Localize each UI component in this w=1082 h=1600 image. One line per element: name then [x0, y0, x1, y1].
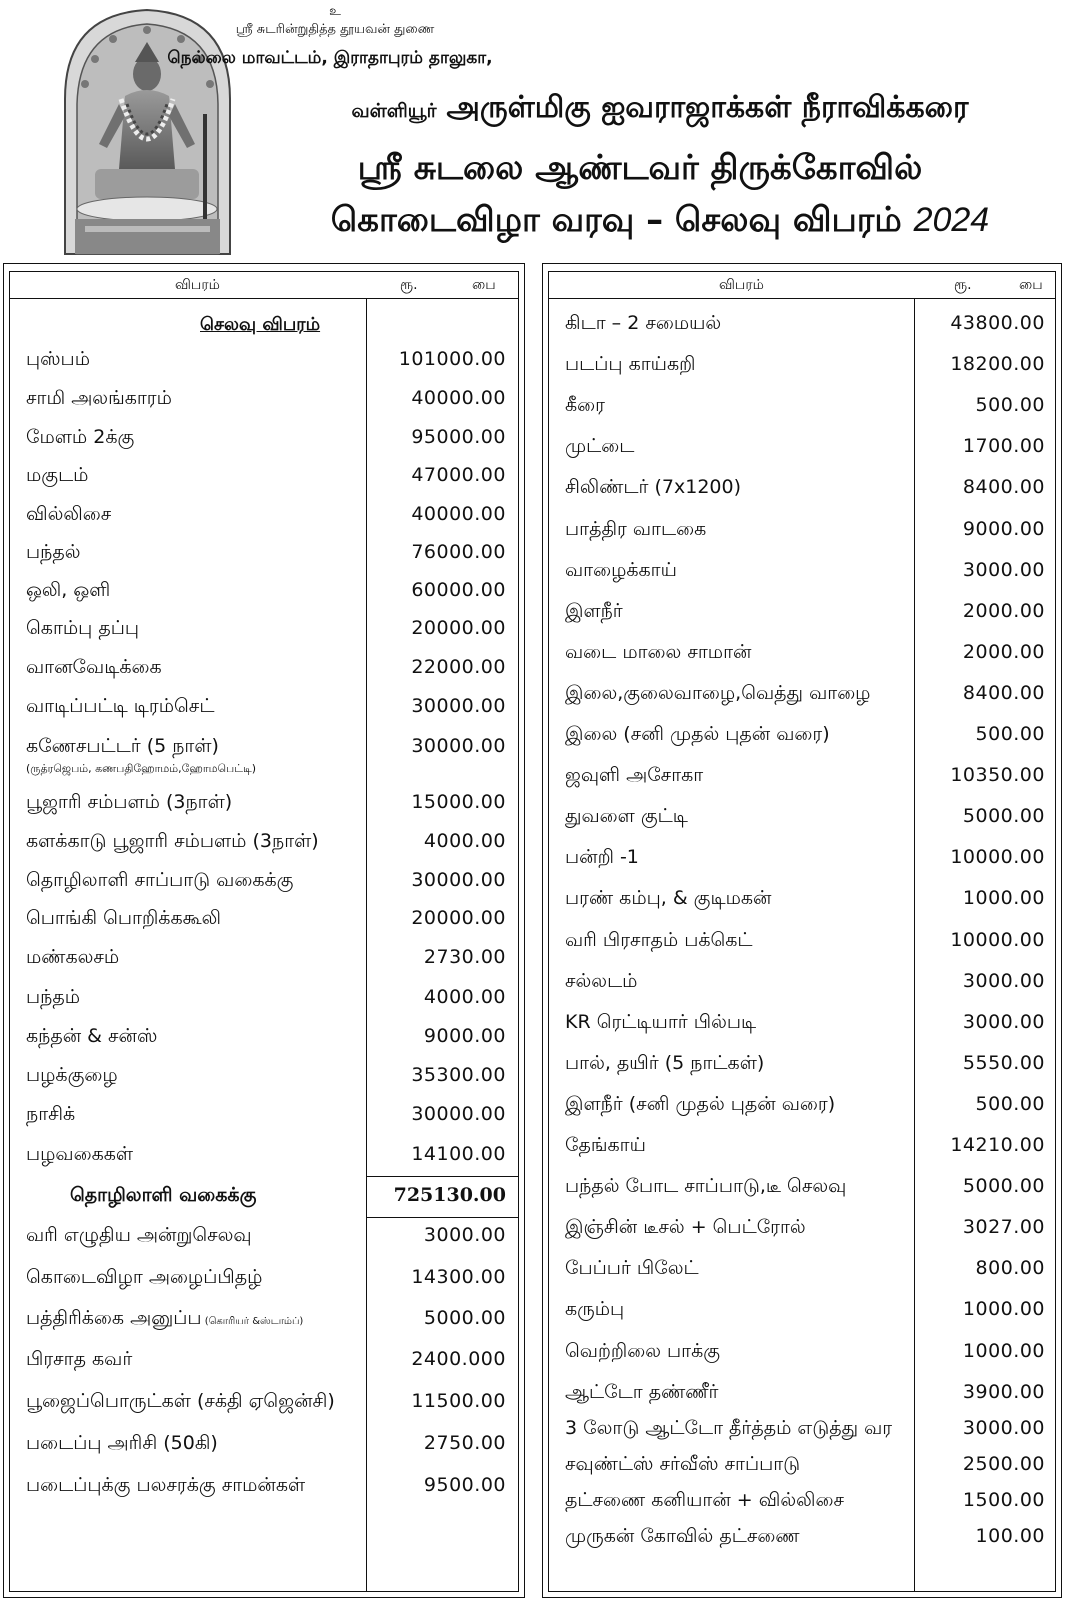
- row-label-text: வெற்றிலை பாக்கு: [565, 1340, 721, 1362]
- row-label: [565, 723, 830, 748]
- row-label-text: தொழிலாளி சாப்பாடு வகைக்கு: [26, 869, 294, 891]
- row-amount: 14300.00: [411, 1266, 506, 1288]
- row-amount: 30000.00: [411, 1103, 506, 1125]
- row-label-text: சல்லடம்: [565, 970, 638, 992]
- row-label-text: நாசிக்: [26, 1103, 76, 1125]
- row-label: [565, 600, 623, 625]
- row-label-text: ஒலி, ஒளி: [26, 579, 111, 601]
- title-year: 2024: [913, 201, 990, 239]
- row-amount: 8400.00: [962, 476, 1045, 498]
- row-label: [26, 1432, 218, 1457]
- row-label-text: 3 லோடு ஆட்டோ தீர்த்தம் எடுத்து வர: [565, 1417, 893, 1439]
- row-label: [26, 695, 214, 720]
- row-label: [26, 986, 80, 1011]
- row-label-text: பொங்கி பொறிக்ககூலி: [26, 907, 222, 929]
- row-label: [565, 1525, 800, 1550]
- row-label-text: கீரை: [565, 394, 605, 416]
- row-label-text: புஸ்பம்: [26, 348, 90, 370]
- expense-table-left: [3, 263, 525, 1598]
- row-label: [565, 1134, 646, 1159]
- row-amount: 20000.00: [411, 907, 506, 929]
- row-label-text: கிடா – 2 சமையல்: [565, 312, 722, 334]
- row-label-text: வாழைக்காய்: [565, 559, 677, 581]
- col-details-header: விபரம்: [175, 277, 220, 293]
- row-label: [565, 1257, 699, 1282]
- row-label-text: KR ரெட்டியார் பில்படி: [565, 1011, 757, 1033]
- row-label: [26, 503, 111, 528]
- row-amount: 10350.00: [950, 764, 1045, 786]
- row-label-text: மண்கலசம்: [26, 946, 120, 968]
- row-label: [565, 764, 703, 789]
- row-amount: 40000.00: [411, 503, 506, 525]
- row-label-text: சவுண்ட்ஸ் சர்வீஸ் சாப்பாடு: [565, 1453, 801, 1475]
- row-label: [565, 435, 634, 460]
- col-paise-header: பை: [1019, 277, 1043, 293]
- row-label-text: வானவேடிக்கை: [26, 656, 162, 678]
- row-label: [26, 907, 221, 932]
- row-amount: 4000.00: [423, 830, 506, 852]
- row-label: [26, 617, 139, 642]
- row-label: [26, 830, 319, 855]
- row-label-text: இளநீர்: [565, 600, 623, 622]
- row-label-text: கரும்பு: [565, 1298, 625, 1320]
- row-amount: 1000.00: [962, 1340, 1045, 1362]
- section-title: செலவு விபரம்: [200, 314, 321, 335]
- row-label: [565, 1216, 806, 1241]
- table-header: [549, 272, 1055, 299]
- row-label: [565, 929, 753, 954]
- row-label: [565, 1453, 800, 1478]
- row-label-text: கொடைவிழா அழைப்பிதழ்: [26, 1266, 263, 1288]
- column-divider: [366, 298, 367, 1591]
- row-label-text: வடை மாலை சாமான்: [565, 641, 752, 663]
- row-label: [565, 846, 639, 871]
- row-amount: 15000.00: [411, 791, 506, 813]
- row-amount: 30000.00: [411, 869, 506, 891]
- row-label: [565, 1381, 718, 1406]
- sacred-u-mark: உ: [329, 4, 341, 19]
- row-amount: 2000.00: [962, 600, 1045, 622]
- row-amount: 1000.00: [962, 887, 1045, 909]
- row-label: [26, 656, 162, 681]
- row-label-text: முருகன் கோவில் தட்சணை: [565, 1525, 800, 1547]
- row-label-text: ஜவுளி அசோகா: [565, 764, 704, 786]
- row-label: [26, 1224, 252, 1249]
- row-label: [565, 312, 721, 337]
- row-label: [26, 1348, 132, 1373]
- row-amount: 500.00: [975, 1093, 1045, 1115]
- row-amount: 18200.00: [950, 353, 1045, 375]
- row-label-text: வில்லிசை: [26, 503, 112, 525]
- row-label-text: துவளை குட்டி: [565, 805, 688, 827]
- row-label-text: மேளம் 2க்கு: [26, 426, 135, 448]
- row-label: [565, 1298, 624, 1323]
- col-rupees-header: ரூ.: [400, 277, 418, 293]
- row-label: [565, 887, 771, 912]
- row-amount: 8400.00: [962, 682, 1045, 704]
- temple-line-1-text: அருள்மிகு ஐவராஜாக்கள் நீராவிக்கரை: [446, 90, 969, 125]
- row-label-text: படப்பு காய்கறி: [565, 353, 696, 375]
- row-label: [26, 1266, 262, 1291]
- row-amount: 1700.00: [962, 435, 1045, 457]
- row-amount: 60000.00: [411, 579, 506, 601]
- row-amount: 76000.00: [411, 541, 506, 563]
- row-amount: 2750.00: [423, 1432, 506, 1454]
- subtotal-amount: 725130.00: [393, 1184, 506, 1206]
- row-amount: 3000.00: [962, 1011, 1045, 1033]
- col-paise-header: பை: [472, 277, 496, 293]
- row-amount: 4000.00: [423, 986, 506, 1008]
- row-amount: 3000.00: [962, 1417, 1045, 1439]
- row-label: [565, 805, 688, 830]
- row-label: [26, 1025, 157, 1050]
- row-label-note: (கொரியர் &ஸ்டாம்ப்): [201, 1316, 304, 1327]
- row-amount: 5000.00: [962, 1175, 1045, 1197]
- row-label: [565, 353, 695, 378]
- row-label-text: முட்டை: [565, 435, 635, 457]
- row-label-text: கொம்பு தப்பு: [26, 617, 139, 639]
- row-amount: 2730.00: [423, 946, 506, 968]
- row-label-text: வரி பிரசாதம் பக்கெட்: [565, 929, 753, 951]
- row-amount: 800.00: [975, 1257, 1045, 1279]
- col-rupees-header: ரூ.: [954, 277, 972, 293]
- row-label: [565, 518, 706, 543]
- row-amount: 5000.00: [423, 1307, 506, 1329]
- column-divider: [914, 298, 915, 1591]
- row-label: [26, 464, 88, 489]
- row-amount: 3027.00: [962, 1216, 1045, 1238]
- row-label-text: பிரசாத கவர்: [26, 1348, 133, 1370]
- row-amount: 20000.00: [411, 617, 506, 639]
- row-label: [565, 1489, 844, 1514]
- row-amount: 2400.000: [411, 1348, 506, 1370]
- row-label: [26, 1064, 118, 1089]
- row-label-text: பழவகைகள்: [26, 1143, 134, 1165]
- row-amount: 14100.00: [411, 1143, 506, 1165]
- row-label-text: இலை (சனி முதல் புதன் வரை): [565, 723, 830, 745]
- row-amount: 10000.00: [950, 846, 1045, 868]
- row-label-text: பாத்திர வாடகை: [565, 518, 707, 540]
- row-label-text: பத்திரிக்கை அனுப்ப: [26, 1307, 202, 1329]
- row-label: [26, 869, 293, 894]
- row-amount: 3000.00: [423, 1224, 506, 1246]
- row-amount: 35300.00: [411, 1064, 506, 1086]
- row-label-text: இலை,குலைவாழை,வெத்து வாழை: [565, 682, 871, 704]
- row-label: [565, 1011, 756, 1036]
- row-amount: 3000.00: [962, 970, 1045, 992]
- temple-line-2: ஸ்ரீ சுடலை ஆண்டவர் திருக்கோவில்: [357, 148, 923, 188]
- row-label: [26, 946, 119, 971]
- row-label-text: வாடிப்பட்டி டிரம்செட்: [26, 695, 215, 717]
- row-amount: 9000.00: [423, 1025, 506, 1047]
- page-title: [300, 200, 1020, 244]
- row-amount: 11500.00: [411, 1390, 506, 1412]
- col-details-header: விபரம்: [719, 277, 764, 293]
- row-label-text: தேங்காய்: [565, 1134, 646, 1156]
- row-label: [565, 970, 637, 995]
- row-label: [26, 791, 232, 816]
- row-label-text: பூஜாரி சம்பளம் (3நாள்): [26, 791, 233, 813]
- row-amount: 500.00: [975, 723, 1045, 745]
- row-label: [26, 1103, 75, 1128]
- row-label-text: பரண் கம்பு, & குடிமகன்: [565, 887, 772, 909]
- row-label-text: பந்தல்: [26, 541, 81, 563]
- row-label: [565, 641, 751, 666]
- blessing-line: ஸ்ரீ சுடரின்றுதித்த தூயவன் துணை: [235, 22, 435, 37]
- row-label: [565, 1175, 846, 1200]
- row-label: [565, 1340, 720, 1365]
- row-amount: 9500.00: [423, 1474, 506, 1496]
- row-label: [565, 1052, 764, 1077]
- row-amount: 5550.00: [962, 1052, 1045, 1074]
- row-amount: 1000.00: [962, 1298, 1045, 1320]
- row-label: [565, 1417, 892, 1442]
- row-amount: 9000.00: [962, 518, 1045, 540]
- row-label-text: பன்றி -1: [565, 846, 639, 868]
- row-label-text: பேப்பர் பிலேட்: [565, 1257, 699, 1279]
- row-label-text: ஆட்டோ தண்ணீர்: [565, 1381, 719, 1403]
- district-line: நெல்லை மாவட்டம், இராதாபுரம் தாலுகா,: [167, 48, 493, 68]
- row-amount: 100.00: [975, 1525, 1045, 1547]
- row-amount: 101000.00: [398, 348, 506, 370]
- row-amount: 43800.00: [950, 312, 1045, 334]
- row-label: [26, 348, 90, 373]
- row-amount: 30000.00: [411, 735, 506, 757]
- table-header: [10, 272, 518, 299]
- row-amount: 95000.00: [411, 426, 506, 448]
- row-amount: 3900.00: [962, 1381, 1045, 1403]
- row-label: [565, 476, 741, 501]
- row-amount: 500.00: [975, 394, 1045, 416]
- row-label-text: வரி எழுதிய அன்றுசெலவு: [26, 1224, 252, 1246]
- row-label-text: சாமி அலங்காரம்: [26, 387, 172, 409]
- row-amount: 5000.00: [962, 805, 1045, 827]
- row-label-text: படைப்பு அரிசி (50கி): [26, 1432, 218, 1454]
- subtotal-label: தொழிலாளி வகைக்கு: [70, 1184, 257, 1206]
- row-label: [26, 1474, 305, 1499]
- temple-line-1: [260, 90, 1060, 129]
- row-label-text: பூஜைப்பொருட்கள் (சக்தி ஏஜென்சி): [26, 1390, 335, 1412]
- row-label-text: படைப்புக்கு பலசரக்கு சாமன்கள்: [26, 1474, 306, 1496]
- row-label: [565, 559, 677, 584]
- row-label: [26, 541, 80, 566]
- row-label-text: இளநீர் (சனி முதல் புதன் வரை): [565, 1093, 836, 1115]
- row-label-text: சிலிண்டர் (7x1200): [565, 476, 742, 498]
- row-amount: 22000.00: [411, 656, 506, 678]
- row-label: [26, 426, 134, 451]
- title-text: கொடைவிழா வரவு – செலவு விபரம்: [330, 200, 902, 240]
- row-label-text: இஞ்சின் டீசல் + பெட்ரோல்: [565, 1216, 806, 1238]
- row-amount: 2000.00: [962, 641, 1045, 663]
- row-label: [565, 682, 870, 707]
- row-label-text: பந்தம்: [26, 986, 80, 1008]
- row-label: [26, 1307, 303, 1332]
- row-amount: 2500.00: [962, 1453, 1045, 1475]
- row-label-text: பழக்குழை: [26, 1064, 118, 1086]
- row-label: [26, 387, 172, 412]
- row-label: [26, 1390, 335, 1415]
- row-amount: 47000.00: [411, 464, 506, 486]
- row-amount: 30000.00: [411, 695, 506, 717]
- row-label: [565, 394, 605, 419]
- row-label-text: பால், தயிர் (5 நாட்கள்): [565, 1052, 765, 1074]
- row-label-text: கணேசபட்டர் (5 நாள்): [26, 735, 219, 757]
- row-label-text: தட்சணை கனியான் + வில்லிசை: [565, 1489, 844, 1511]
- row-label-text: களக்காடு பூஜாரி சம்பளம் (3நாள்): [26, 830, 319, 852]
- row-label-text: மகுடம்: [26, 464, 89, 486]
- row-label-text: பந்தல் போட சாப்பாடு,டீ செலவு: [565, 1175, 847, 1197]
- row-amount: 40000.00: [411, 387, 506, 409]
- row-label: [26, 579, 110, 604]
- row-label: [26, 1143, 133, 1168]
- expense-table-right: [542, 263, 1062, 1598]
- row-amount: 14210.00: [950, 1134, 1045, 1156]
- row-amount: 3000.00: [962, 559, 1045, 581]
- ganesa-note: (ருத்ரஜெபம், கணபதிஹோமம்,ஹோமபெட்டி): [26, 762, 257, 775]
- deity-image: [55, 4, 240, 258]
- row-amount: 1500.00: [962, 1489, 1045, 1511]
- row-label: [26, 735, 219, 760]
- row-label-text: கந்தன் & சன்ஸ்: [26, 1025, 158, 1047]
- row-label: [565, 1093, 835, 1118]
- village-name: வள்ளியூர்: [351, 100, 437, 122]
- row-amount: 10000.00: [950, 929, 1045, 951]
